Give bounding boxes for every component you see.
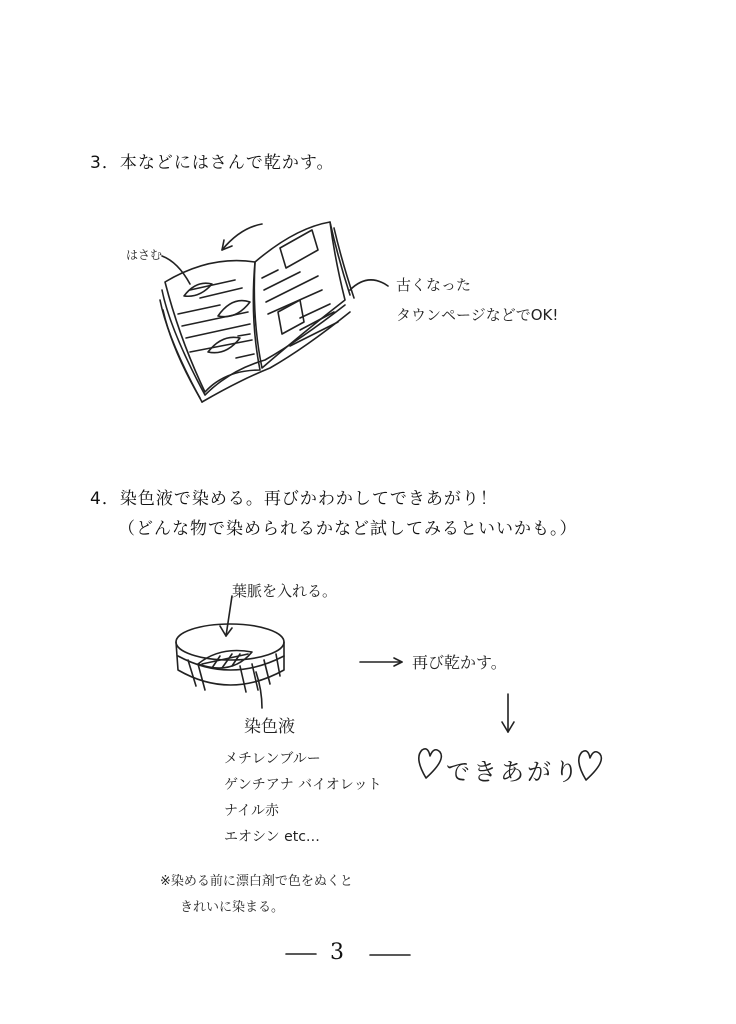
dry-again-label: 再び乾かす。 — [412, 653, 507, 672]
dye-item-4: エオシン etc… — [224, 829, 320, 845]
dye-item-3: ナイル赤 — [224, 803, 280, 819]
leaf-label: はさむ — [126, 248, 163, 262]
dye-item-1: メチレンブルー — [224, 751, 321, 767]
dye-label: 染色液 — [244, 717, 295, 737]
note-line1: ※染める前に漂白剤で色をぬくと — [160, 874, 353, 889]
note-line2: きれいに染まる。 — [180, 900, 285, 915]
vein-label: 葉脈を入れる。 — [232, 582, 338, 600]
book-label-line2: タウンページなどでOK! — [396, 306, 559, 324]
dye-item-2: ゲンチアナ バイオレット — [224, 777, 382, 793]
page-number: 3 — [330, 940, 344, 965]
step4-title: 4．染色液で染める。再びかわかしてできあがり！ — [90, 489, 498, 509]
complete-label: できあがり — [446, 758, 581, 786]
book-label-line1: 古くなった — [396, 276, 472, 294]
step4-subtitle: （どんな物で染められるかなど試してみるといいかも。） — [118, 519, 578, 539]
step3-title: 3．本などにはさんで乾かす。 — [90, 153, 335, 173]
